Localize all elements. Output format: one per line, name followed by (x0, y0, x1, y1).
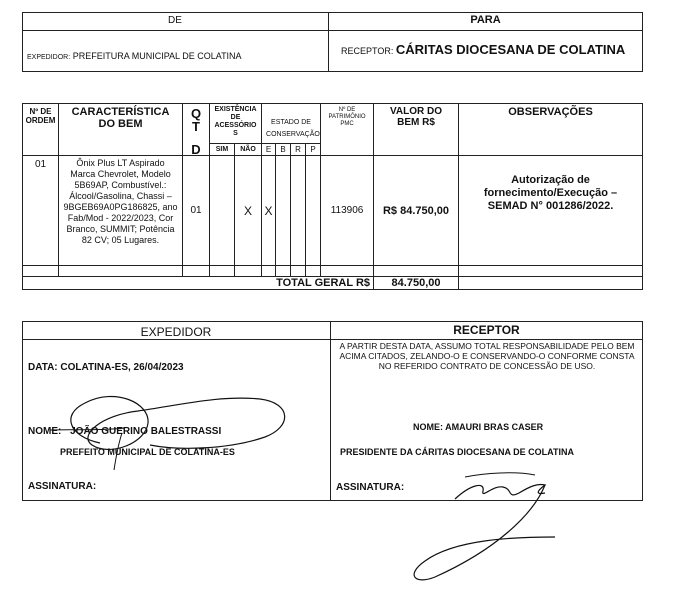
expedidor-title: EXPEDIDOR (140, 325, 212, 339)
total-row (23, 277, 643, 290)
expedidor-name: PREFEITURA MUNICIPAL DE COLATINA (72, 51, 242, 61)
row-patrimonio: 113906 (321, 156, 374, 266)
header-valor: VALOR DO BEM R$ (374, 104, 459, 156)
row-e: X (262, 156, 276, 266)
header-ordem: Nº DE ORDEM (23, 104, 59, 156)
table-row (23, 156, 643, 266)
data-line: DATA: COLATINA-ES, 26/04/2023 (28, 362, 184, 373)
header-p: P (306, 144, 321, 156)
row-obs: Autorização de fornecimento/Execução – SEMAD N° 001286/2022. (459, 156, 643, 266)
table-row (23, 266, 643, 277)
assinatura-expedidor-label: ASSINATURA: (28, 481, 97, 492)
de-label: DE (168, 15, 182, 26)
header-patrimonio: Nº DE PATRIMÔNIO PMC (321, 104, 374, 156)
row-caracteristica: Ônix Plus LT Aspirado Marca Chevrolet, Modelo 5B69AP, Combustível.: Álcool/Gasolina, Chassi – 9BGEB69A0PG186825, ano Fab/Mod - 2022/2023, Cor Branco, SUMMIT; Potência 82 CV; 05 Lugares. (59, 156, 183, 266)
header-r: R (291, 144, 306, 156)
total-value: 84.750,00 (374, 277, 459, 290)
header-qtd-q: Q (190, 106, 202, 121)
header-qtd-t: T (192, 119, 200, 134)
header-b: B (276, 144, 291, 156)
row-valor: R$ 84.750,00 (374, 156, 459, 266)
row-b (276, 156, 291, 266)
header-existencia: EXISTÊNCIA DE ACESSÓRIO S (210, 104, 262, 144)
row-nao: X (235, 156, 262, 266)
header-sim: SIM (210, 144, 235, 156)
header-obs: OBSERVAÇÕES (459, 104, 643, 156)
header-estado: ESTADO DE CONSERVAÇÃO (262, 104, 321, 144)
header-qtd (183, 104, 210, 144)
row-qtd: 01 (183, 156, 210, 266)
assinatura-receptor-label: ASSINATURA: (336, 482, 405, 493)
header-qtd-d: D (183, 144, 210, 156)
receptor-text: A PARTIR DESTA DATA, ASSUMO TOTAL RESPONSABILIDADE PELO BEM ACIMA CITADOS, ZELANDO-O E CONSERVANDO-O CONFORME CONSTA NO REFERIDO CONTRATO DE CONCESSÃO DE USO. (339, 341, 635, 371)
cargo-receptor: PRESIDENTE DA CÁRITAS DIOCESANA DE COLATINA (340, 447, 575, 457)
divider (22, 339, 643, 340)
header-caracteristica: CARACTERÍSTICA DO BEM (59, 104, 183, 156)
para-label: PARA (470, 14, 501, 26)
nome-label: NOME: (28, 426, 62, 437)
items-table (22, 103, 643, 290)
receptor-name: CÁRITAS DIOCESANA DE COLATINA (395, 42, 626, 57)
receptor-line (341, 42, 625, 57)
row-p (306, 156, 321, 266)
row-sim (210, 156, 235, 266)
nome-value: JOÃO GUERINO BALESTRASSI (70, 426, 222, 437)
expedidor-line (27, 51, 242, 61)
header-e: E (262, 144, 276, 156)
divider (22, 30, 643, 31)
receptor-nome: NOME: AMAURI BRAS CASER (413, 422, 544, 432)
receptor-prefix: RECEPTOR: (341, 46, 394, 56)
expedidor-prefix: EXPEDIDOR: (27, 54, 71, 61)
row-r (291, 156, 306, 266)
row-ordem: 01 (23, 156, 59, 266)
divider (330, 321, 331, 501)
cargo-expedidor: PREFEITO MUNICIPAL DE COLATINA-ES (60, 447, 235, 457)
header-nao: NÃO (235, 144, 262, 156)
expedidor-signature (30, 375, 300, 480)
receptor-signature (395, 465, 585, 590)
receptor-title: RECEPTOR (453, 323, 520, 337)
total-label: TOTAL GERAL R$ (23, 277, 374, 290)
